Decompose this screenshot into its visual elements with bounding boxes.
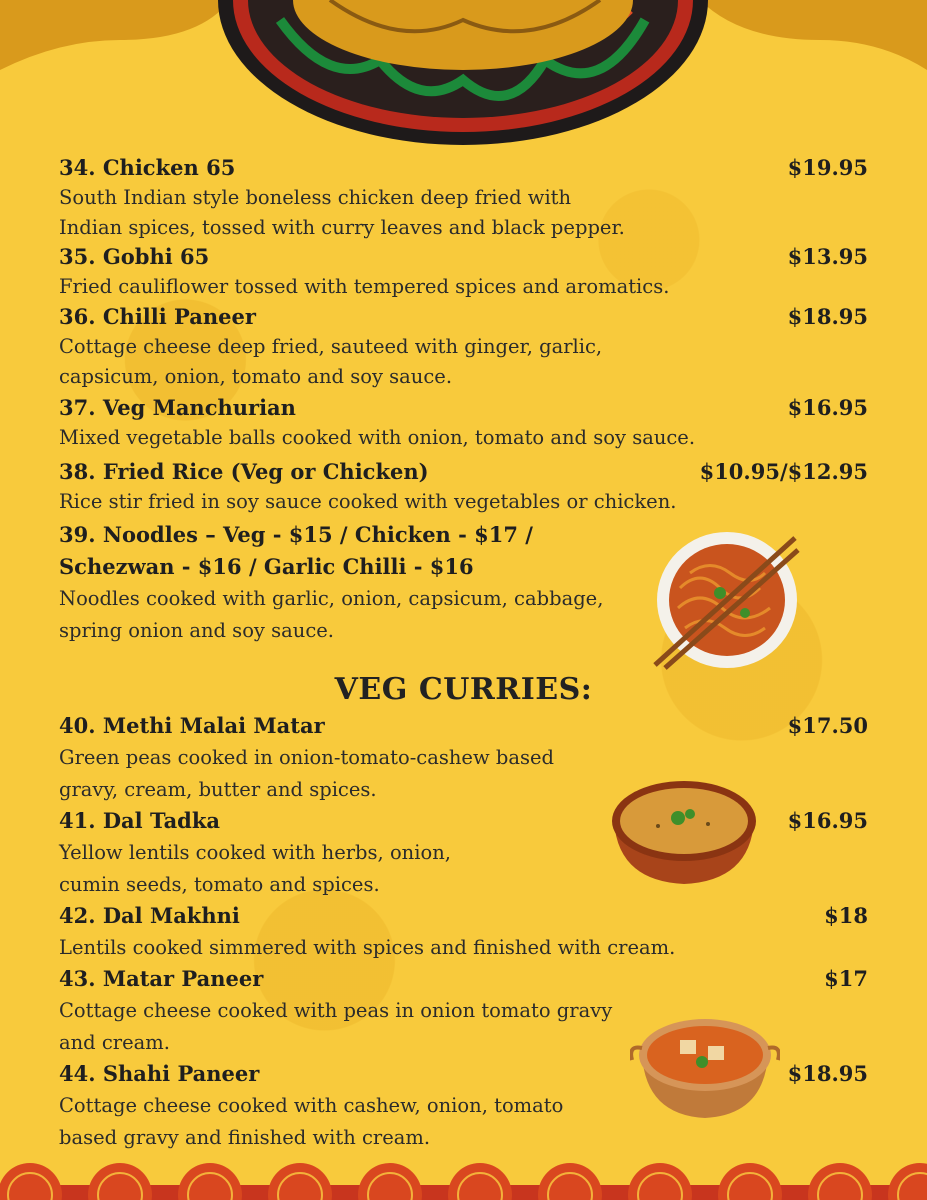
item-price: $18 <box>824 903 868 928</box>
item-description: spring onion and soy sauce. <box>59 619 334 642</box>
item-description: Noodles cooked with garlic, onion, capsicum, cabbage, <box>59 587 604 610</box>
item-name: 38. Fried Rice (Veg or Chicken) <box>59 459 429 484</box>
menu-item-37 <box>59 392 868 453</box>
top-ornament <box>0 0 927 150</box>
item-description: Cottage cheese cooked with cashew, onion, tomato <box>59 1094 564 1117</box>
item-description: South Indian style boneless chicken deep fried with <box>59 186 572 209</box>
item-description: cumin seeds, tomato and spices. <box>59 873 380 896</box>
item-name: 40. Methi Malai Matar <box>59 713 325 738</box>
menu-item-42 <box>59 900 868 964</box>
item-name: 42. Dal Makhni <box>59 903 240 928</box>
item-description: Fried cauliflower tossed with tempered spices and aromatics. <box>59 275 670 298</box>
item-description: gravy, cream, butter and spices. <box>59 778 377 801</box>
item-price: $10.95/$12.95 <box>699 459 868 484</box>
noodles-dish-image <box>650 528 800 673</box>
dal-bowl-image <box>608 776 760 888</box>
item-price: $17 <box>824 966 868 991</box>
item-description: based gravy and finished with cream. <box>59 1126 431 1149</box>
item-price: $19.95 <box>787 155 868 180</box>
menu-item-39 <box>59 519 627 647</box>
item-name: 37. Veg Manchurian <box>59 395 296 420</box>
item-description: Cottage cheese deep fried, sauteed with ginger, garlic, <box>59 335 603 358</box>
item-price: $18.95 <box>787 1061 868 1086</box>
bottom-ornament-border <box>0 1155 927 1200</box>
menu-item-35 <box>59 241 868 302</box>
item-name: 41. Dal Tadka <box>59 808 221 833</box>
item-name: 44. Shahi Paneer <box>59 1061 260 1086</box>
menu-item-36 <box>59 301 868 392</box>
item-name: 43. Matar Paneer <box>59 966 264 991</box>
item-name: 34. Chicken 65 <box>59 155 236 180</box>
item-name: 39. Noodles – Veg - $15 / Chicken - $17 / <box>59 522 533 547</box>
item-description: capsicum, onion, tomato and soy sauce. <box>59 365 453 388</box>
item-name: 36. Chilli Paneer <box>59 304 256 329</box>
item-price: $16.95 <box>787 395 868 420</box>
item-price: $18.95 <box>787 304 868 329</box>
menu-item-38 <box>59 456 868 517</box>
item-description: Green peas cooked in onion-tomato-cashew based <box>59 746 554 769</box>
item-description: Yellow lentils cooked with herbs, onion, <box>59 841 451 864</box>
menu-item-34 <box>59 152 868 243</box>
menu-item-44 <box>59 1058 868 1154</box>
item-description: Indian spices, tossed with curry leaves and black pepper. <box>59 216 625 239</box>
section-title-veg-curries: VEG CURRIES: <box>334 672 593 707</box>
item-name: 35. Gobhi 65 <box>59 244 210 269</box>
item-description: Lentils cooked simmered with spices and finished with cream. <box>59 936 676 959</box>
item-description: Mixed vegetable balls cooked with onion, tomato and soy sauce. <box>59 426 696 449</box>
item-description: and cream. <box>59 1031 170 1054</box>
item-price: $16.95 <box>787 808 868 833</box>
item-name-line2: Schezwan - $16 / Garlic Chilli - $16 <box>59 554 474 579</box>
item-price: $13.95 <box>787 244 868 269</box>
item-description: Cottage cheese cooked with peas in onion tomato gravy <box>59 999 613 1022</box>
item-price: $17.50 <box>787 713 868 738</box>
item-description: Rice stir fried in soy sauce cooked with vegetables or chicken. <box>59 490 677 513</box>
